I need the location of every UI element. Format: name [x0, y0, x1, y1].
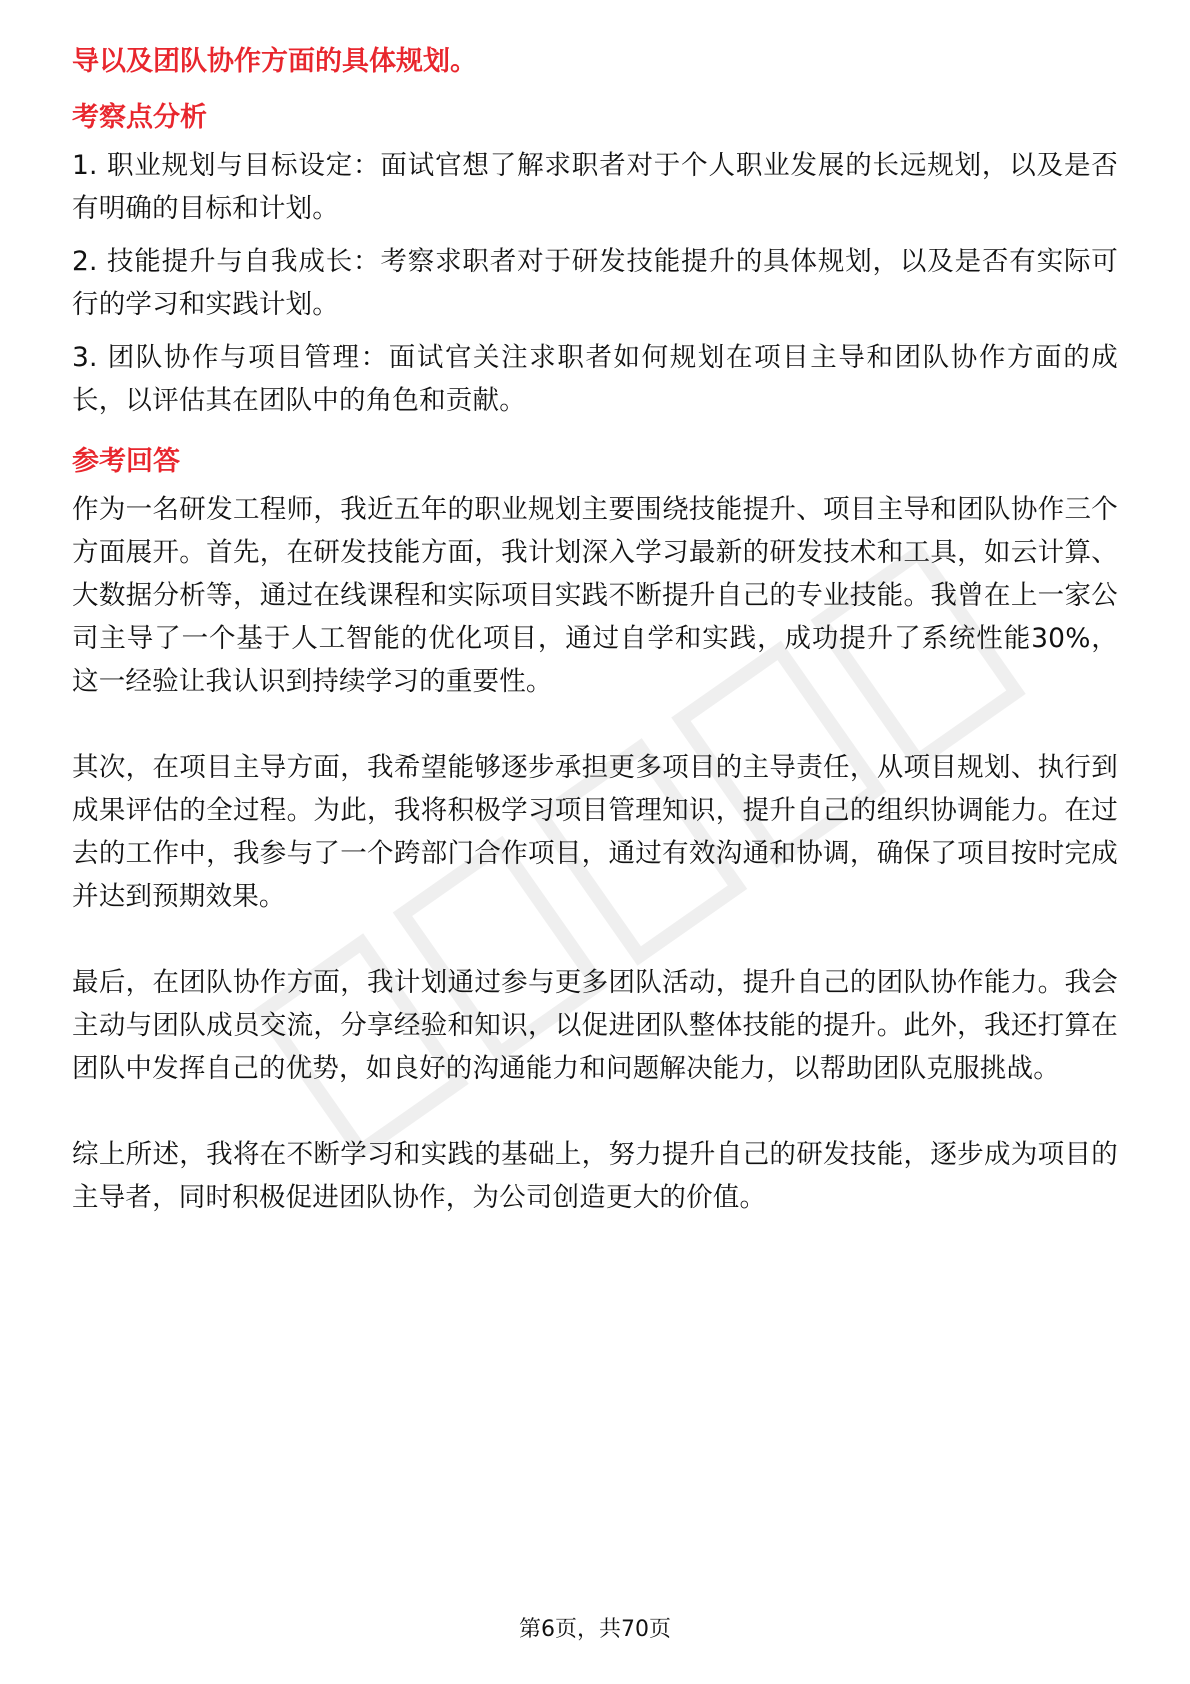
- analysis-item: 1. 职业规划与目标设定：面试官想了解求职者对于个人职业发展的长远规划，以及是否有明确的目标和计划。: [72, 150, 1118, 224]
- answer-paragraph: 作为一名研发工程师，我近五年的职业规划主要围绕技能提升、项目主导和团队协作三个方面展开。首先，在研发技能方面，我计划深入学习最新的研发技术和工具，如云计算、大数据分析等，通过在线课程和实际项目实践不断提升自己的专业技能。我曾在上一家公司主导了一个基于人工智能的优化项目，通过自学和实践，成功提升了系统性能30%，这一经验让我认识到持续学习的重要性。: [72, 494, 1118, 697]
- analysis-heading: 考察点分析: [72, 102, 207, 133]
- intro-line: 导以及团队协作方面的具体规划。: [72, 46, 477, 77]
- answer-paragraph: 最后，在团队协作方面，我计划通过参与更多团队活动，提升自己的团队协作能力。我会主动与团队成员交流，分享经验和知识，以促进团队整体技能的提升。此外，我还打算在团队中发挥自己的优势，如良好的沟通能力和问题解决能力，以帮助团队克服挑战。: [72, 967, 1118, 1084]
- analysis-item: 3. 团队协作与项目管理：面试官关注求职者如何规划在项目主导和团队协作方面的成长，以评估其在团队中的角色和贡献。: [72, 342, 1118, 416]
- document-page: [72, 40, 1118, 1219]
- paragraph-spacer: [72, 1090, 1118, 1133]
- paragraph-spacer: [72, 918, 1118, 961]
- answer-heading: 参考回答: [72, 446, 180, 477]
- page-number: 第6页，共70页: [519, 1617, 671, 1642]
- answer-paragraph: 综上所述，我将在不断学习和实践的基础上，努力提升自己的研发技能，逐步成为项目的主导者，同时积极促进团队协作，为公司创造更大的价值。: [72, 1139, 1118, 1213]
- analysis-item: 2. 技能提升与自我成长：考察求职者对于研发技能提升的具体规划，以及是否有实际可行的学习和实践计划。: [72, 246, 1118, 320]
- paragraph-spacer: [72, 703, 1118, 746]
- answer-paragraph: 其次，在项目主导方面，我希望能够逐步承担更多项目的主导责任，从项目规划、执行到成果评估的全过程。为此，我将积极学习项目管理知识，提升自己的组织协调能力。在过去的工作中，我参与了一个跨部门合作项目，通过有效沟通和协调，确保了项目按时完成并达到预期效果。: [72, 752, 1118, 912]
